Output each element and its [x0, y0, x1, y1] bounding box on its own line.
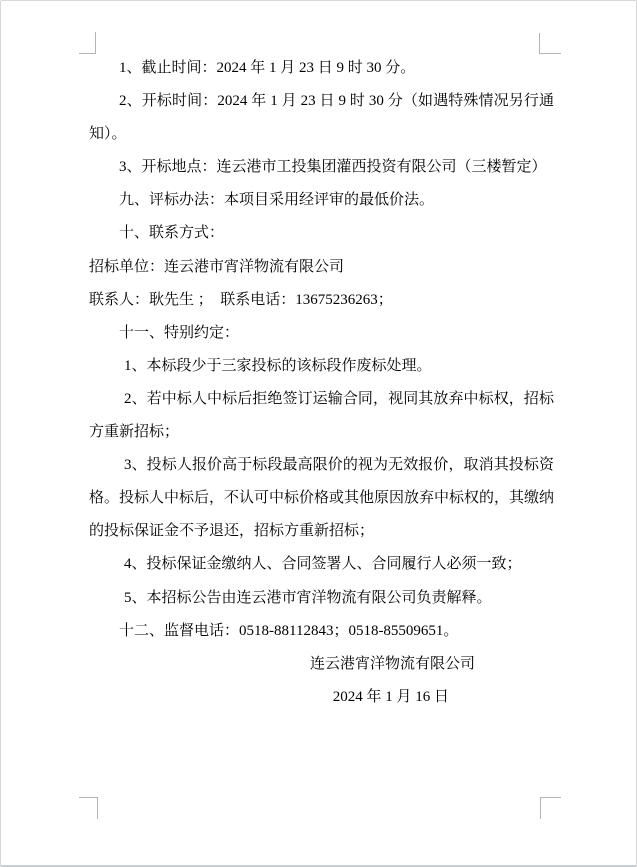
paragraph-contact-person: 联系人：耿先生 ； 联系电话：13675236263； [89, 291, 393, 308]
paragraph-tender-unit: 招标单位：连云港市宵洋物流有限公司 [89, 258, 345, 275]
paragraph-term-5: 5、本招标公告由连云港市宵洋物流有限公司负责解释。 [124, 589, 492, 606]
text-boundary-mark-bottom-right [540, 797, 561, 819]
paragraph-special-terms-heading: 十一、特别约定： [119, 324, 240, 341]
text-boundary-mark-top-right [539, 33, 561, 54]
text-boundary-mark-top-left [79, 32, 96, 54]
paragraph-contact-heading: 十、联系方式： [119, 225, 225, 242]
paragraph-term-3: 3、投标人报价高于标段最高限价的视为无效报价，取消其投标资格。投标人中标后，不认可中标价格或其他原因放弃中标权的，其缴纳的投标保证金不予退还，招标方重新招标； [89, 457, 555, 540]
text-boundary-mark-bottom-left [79, 797, 98, 819]
paragraph-evaluation-method: 九、评标办法：本项目采用经评审的最低价法。 [119, 192, 435, 209]
paragraph-term-4: 4、投标保证金缴纳人、合同签署人、合同履行人必须一致； [124, 556, 522, 573]
paragraph-term-2: 2、若中标人中标后拒绝签订运输合同，视同其放弃中标权，招标方重新招标； [89, 390, 554, 441]
paragraph-supervision-phone: 十二、监督电话：0518-88112843；0518-85509651。 [119, 622, 459, 639]
paragraph-deadline-time: 1、截止时间：2024 年 1 月 23 日 9 时 30 分。 [119, 60, 416, 76]
document-body [89, 52, 554, 714]
signature-date: 2024 年 1 月 16 日 [332, 688, 449, 705]
paragraph-term-1: 1、本标段少于三家投标的该标段作废标处理。 [124, 357, 432, 374]
paragraph-bid-opening-time: 2、开标时间：2024 年 1 月 23 日 9 时 30 分（如遇特殊情况另行通知）。 [89, 93, 554, 143]
signature-company: 连云港宵洋物流有限公司 [309, 655, 475, 672]
paragraph-bid-opening-place: 3、开标地点：连云港市工投集团灌西投资有限公司（三楼暂定） [119, 159, 547, 176]
